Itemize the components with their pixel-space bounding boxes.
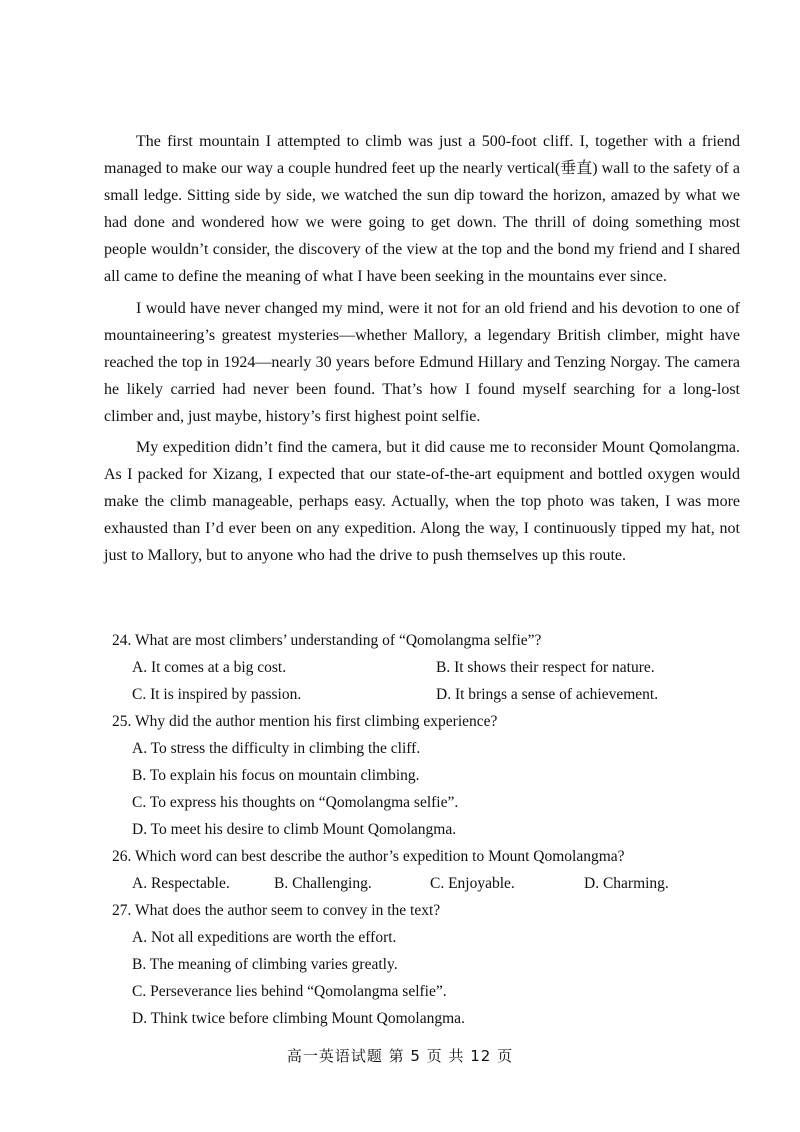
- option-a: A. To stress the difficulty in climbing the cliff.: [132, 740, 421, 757]
- option-group: [112, 654, 732, 708]
- option-d: D. It brings a sense of achievement.: [436, 686, 659, 703]
- option-b: B. Challenging.: [274, 875, 372, 892]
- question-list: [112, 627, 732, 1032]
- option-d: D. To meet his desire to climb Mount Qomolangma.: [132, 821, 457, 838]
- question-24: [112, 627, 732, 708]
- page-footer: 高一英语试题 第 5 页 共 12 页: [286, 1047, 514, 1065]
- option-c: C. It is inspired by passion.: [132, 686, 302, 703]
- question-stem: 26. Which word can best describe the author’s expedition to Mount Qomolangma?: [112, 848, 625, 865]
- option-c: C. Perseverance lies behind “Qomolangma selfie”.: [132, 983, 447, 1000]
- option-c: C. To express his thoughts on “Qomolangma selfie”.: [132, 794, 459, 811]
- option-b: B. The meaning of climbing varies greatly.: [132, 956, 398, 973]
- option-group: [112, 735, 732, 843]
- question-26: [112, 843, 732, 897]
- passage-paragraph-1: The first mountain I attempted to climb was just a 500-foot cliff. I, together with a friend managed to make our way a couple hundred feet up the nearly vertical(垂直) wall to the safety of a small ledge. Sitting side by side, we watched the sun dip toward the horizon, amazed by what we had done and wondered how we were going to get down. The thrill of doing something most people wouldn’t consider, the discovery of the view at the top and the bond my friend and I shared all came to define the meaning of what I have been seeking in the mountains ever since.: [104, 133, 740, 285]
- question-25: [112, 708, 732, 843]
- option-a: A. Not all expeditions are worth the effort.: [132, 929, 397, 946]
- passage-paragraph-3: My expedition didn’t find the camera, but it did cause me to reconsider Mount Qomolangma. As I packed for Xizang, I expected that our state-of-the-art equipment and bottled oxygen would make the climb manageable, perhaps easy. Actually, when the top photo was taken, I was more exhausted than I’d ever been on any expedition. Along the way, I continuously tipped my hat, not just to Mallory, but to anyone who had the drive to push themselves up this route.: [104, 439, 740, 564]
- option-b: B. It shows their respect for nature.: [436, 659, 655, 676]
- option-a: A. Respectable.: [132, 875, 230, 892]
- passage-paragraph-2: I would have never changed my mind, were it not for an old friend and his devotion to one of mountaineering’s greatest mysteries—whether Mallory, a legendary British climber, might have reached the top in 1924—nearly 30 years before Edmund Hillary and Tenzing Norgay. The camera he likely carried had never been found. That’s how I found myself searching for a long-lost climber and, just maybe, history’s first highest point selfie.: [104, 300, 740, 425]
- option-d: D. Think twice before climbing Mount Qomolangma.: [132, 1010, 465, 1027]
- option-c: C. Enjoyable.: [430, 875, 515, 892]
- question-27: [112, 897, 732, 1032]
- question-stem: 25. Why did the author mention his first climbing experience?: [112, 713, 498, 730]
- option-b: B. To explain his focus on mountain climbing.: [132, 767, 420, 784]
- option-d: D. Charming.: [584, 875, 669, 892]
- option-a: A. It comes at a big cost.: [132, 659, 287, 676]
- option-group: [112, 924, 732, 1032]
- question-stem: 27. What does the author seem to convey in the text?: [112, 902, 441, 919]
- question-stem: 24. What are most climbers’ understanding of “Qomolangma selfie”?: [112, 632, 542, 649]
- option-group: [112, 870, 732, 897]
